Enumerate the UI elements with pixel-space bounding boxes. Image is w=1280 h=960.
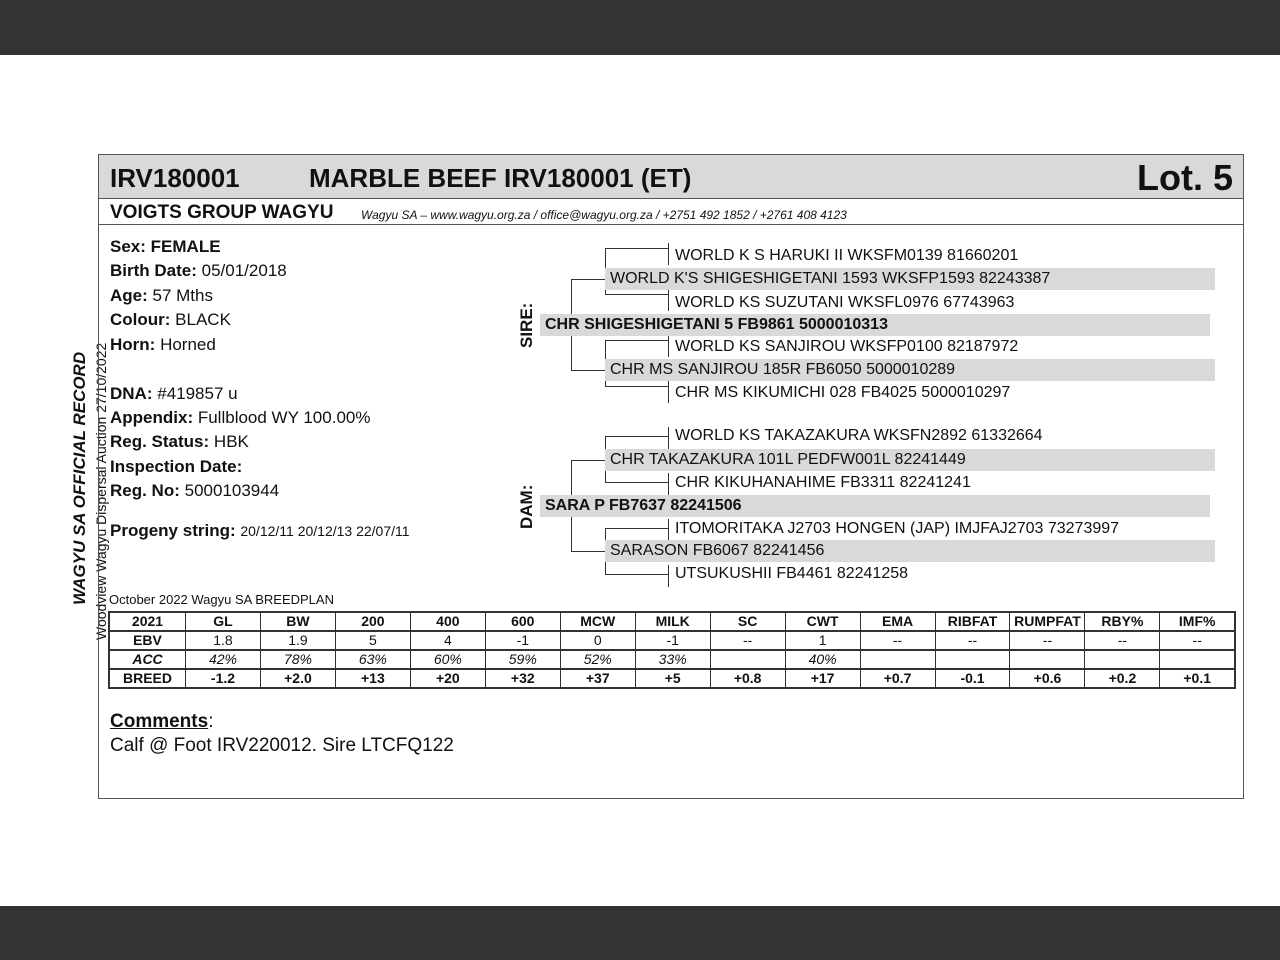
table-cell: EBV <box>109 631 186 650</box>
breeder-name: VOIGTS GROUP WAGYU <box>110 202 334 223</box>
table-cell: 59% <box>485 650 560 669</box>
appendix-value: Fullblood WY 100.00% <box>197 408 371 427</box>
table-cell <box>1010 650 1085 669</box>
dam-label: DAM: <box>517 484 536 529</box>
table-cell: +0.1 <box>1160 669 1235 688</box>
age-value: 57 Mths <box>152 286 213 305</box>
dna-row: DNA: #419857 u <box>110 384 238 403</box>
table-cell: 33% <box>635 650 710 669</box>
sex-row: Sex: FEMALE <box>110 237 221 256</box>
table-cell: -1.2 <box>186 669 261 688</box>
table-cell: EMA <box>860 612 935 631</box>
table-row <box>109 650 1235 669</box>
inspection-date-row: Inspection Date: <box>110 457 243 476</box>
table-cell: BREED <box>109 669 186 688</box>
table-cell: 400 <box>410 612 485 631</box>
connector <box>668 473 669 495</box>
table-cell: -- <box>1010 631 1085 650</box>
table-cell: RUMPFAT <box>1010 612 1085 631</box>
table-cell: -- <box>935 631 1010 650</box>
age-row: Age: 57 Mths <box>110 286 213 305</box>
table-cell: 40% <box>785 650 860 669</box>
table-cell: IMF% <box>1160 612 1235 631</box>
connector <box>668 243 669 265</box>
pedigree-dam-sire-sire: WORLD KS TAKAZAKURA WKSFN2892 61332664 <box>675 427 1043 444</box>
table-cell: +13 <box>335 669 410 688</box>
connector <box>605 340 669 341</box>
table-cell: BW <box>260 612 335 631</box>
breedplan-caption: October 2022 Wagyu SA BREEDPLAN <box>109 592 334 607</box>
table-cell: +17 <box>785 669 860 688</box>
comments-section: Comments: Calf @ Foot IRV220012. Sire LTCFQ122 <box>110 711 454 756</box>
table-cell: GL <box>186 612 261 631</box>
connector <box>605 482 669 483</box>
birth-date-row: Birth Date: 05/01/2018 <box>110 261 287 280</box>
table-cell: -1 <box>635 631 710 650</box>
top-bar <box>0 0 1280 55</box>
table-cell: 4 <box>410 631 485 650</box>
table-cell: 0 <box>560 631 635 650</box>
table-cell: 42% <box>186 650 261 669</box>
bottom-bar <box>0 906 1280 960</box>
pedigree-dam-sire: CHR TAKAZAKURA 101L PEDFW001L 82241449 <box>605 449 1215 471</box>
card-subheader <box>99 199 1243 225</box>
table-cell: 2021 <box>109 612 186 631</box>
connector <box>605 574 669 575</box>
pedigree-sire-sire: WORLD K'S SHIGESHIGETANI 1593 WKSFP1593 82243387 <box>605 268 1215 290</box>
table-cell: +0.7 <box>860 669 935 688</box>
card-header <box>99 155 1243 199</box>
connector <box>571 551 605 552</box>
table-cell: -- <box>1160 631 1235 650</box>
connector <box>668 381 669 403</box>
pedigree-dam-sire-dam: CHR KIKUHANAHIME FB3311 82241241 <box>675 474 971 491</box>
reg-no-row: Reg. No: 5000103944 <box>110 481 280 500</box>
table-cell: 1 <box>785 631 860 650</box>
table-cell <box>710 650 785 669</box>
table-cell: ACC <box>109 650 186 669</box>
table-row <box>109 631 1235 650</box>
connector <box>668 565 669 587</box>
colour-value: BLACK <box>175 310 231 329</box>
animal-name: MARBLE BEEF IRV180001 (ET) <box>309 163 692 193</box>
connector <box>668 427 669 449</box>
pedigree-sire-sire-sire: WORLD K S HARUKI II WKSFM0139 81660201 <box>675 247 1019 264</box>
pedigree-sire-sire-dam: WORLD KS SUZUTANI WKSFL0976 67743963 <box>675 294 1015 311</box>
table-cell: -- <box>860 631 935 650</box>
table-cell: +0.8 <box>710 669 785 688</box>
table-cell: -0.1 <box>935 669 1010 688</box>
table-cell: 63% <box>335 650 410 669</box>
connector <box>571 460 605 461</box>
table-cell <box>1160 650 1235 669</box>
reg-no-value: 5000103944 <box>184 481 280 500</box>
appendix-row: Appendix: Fullblood WY 100.00% <box>110 408 371 427</box>
connector <box>571 279 605 280</box>
lot-card <box>98 154 1244 799</box>
connector <box>605 386 669 387</box>
table-cell: -- <box>1085 631 1160 650</box>
pedigree-dam-dam: SARASON FB6067 82241456 <box>605 540 1215 562</box>
table-cell: 600 <box>485 612 560 631</box>
horn-value: Horned <box>160 335 216 354</box>
connector <box>571 370 605 371</box>
birth-date-value: 05/01/2018 <box>201 261 287 280</box>
connector <box>605 248 669 249</box>
connector <box>605 528 669 529</box>
table-cell: -- <box>710 631 785 650</box>
table-cell: MILK <box>635 612 710 631</box>
connector <box>668 289 669 311</box>
progeny-value: 20/12/11 20/12/13 22/07/11 <box>240 523 410 539</box>
connector <box>668 335 669 357</box>
sire-label: SIRE: <box>517 302 536 348</box>
table-cell: RBY% <box>1085 612 1160 631</box>
official-record-label: WAGYU SA OFFICIAL RECORD <box>70 351 89 605</box>
table-cell: +37 <box>560 669 635 688</box>
connector <box>668 519 669 541</box>
pedigree-dam: SARA P FB7637 82241506 <box>540 495 1210 517</box>
sex-value: FEMALE <box>150 237 221 256</box>
table-row <box>109 612 1235 631</box>
table-cell: +32 <box>485 669 560 688</box>
table-cell: MCW <box>560 612 635 631</box>
table-cell: +20 <box>410 669 485 688</box>
connector <box>605 436 669 437</box>
progeny-row: Progeny string: 20/12/11 20/12/13 22/07/11 <box>110 521 410 540</box>
contact-info: Wagyu SA – www.wagyu.org.za / office@wagyu.org.za / +2751 492 1852 / +2761 408 4123 <box>361 208 847 222</box>
reg-id: IRV180001 <box>110 163 240 193</box>
table-cell: SC <box>710 612 785 631</box>
table-cell <box>1085 650 1160 669</box>
horn-row: Horn: Horned <box>110 335 216 354</box>
table-cell: -1 <box>485 631 560 650</box>
table-cell <box>860 650 935 669</box>
table-cell: 52% <box>560 650 635 669</box>
pedigree-sire-dam-sire: WORLD KS SANJIROU WKSFP0100 82187972 <box>675 338 1019 355</box>
dna-value: #419857 u <box>157 384 238 403</box>
table-cell: 78% <box>260 650 335 669</box>
lot-number: Lot. 5 <box>1137 157 1233 198</box>
reg-status-row: Reg. Status: HBK <box>110 432 249 451</box>
comments-title: Comments <box>110 711 209 732</box>
pedigree-dam-dam-sire: ITOMORITAKA J2703 HONGEN (JAP) IMJFAJ2703 73273997 <box>675 520 1120 537</box>
table-cell: 5 <box>335 631 410 650</box>
pedigree-sire-dam-dam: CHR MS KIKUMICHI 028 FB4025 5000010297 <box>675 384 1011 401</box>
reg-status-value: HBK <box>213 432 249 451</box>
table-cell: 200 <box>335 612 410 631</box>
connector <box>605 294 669 295</box>
table-cell: +0.2 <box>1085 669 1160 688</box>
table-row <box>109 669 1235 688</box>
comments-text: Calf @ Foot IRV220012. Sire LTCFQ122 <box>110 735 454 756</box>
table-cell: +2.0 <box>260 669 335 688</box>
table-cell: 60% <box>410 650 485 669</box>
pedigree-sire-dam: CHR MS SANJIROU 185R FB6050 5000010289 <box>605 359 1215 381</box>
table-cell: +5 <box>635 669 710 688</box>
table-cell: 1.8 <box>186 631 261 650</box>
table-cell <box>935 650 1010 669</box>
pedigree-sire: CHR SHIGESHIGETANI 5 FB9861 5000010313 <box>540 314 1210 336</box>
pedigree-dam-dam-dam: UTSUKUSHII FB4461 82241258 <box>675 565 909 582</box>
table-cell: +0.6 <box>1010 669 1085 688</box>
table-cell: 1.9 <box>260 631 335 650</box>
table-cell: CWT <box>785 612 860 631</box>
auction-label: Woodview Wagyu Dispersal Auction 27/10/2022 <box>93 342 109 640</box>
table-cell: RIBFAT <box>935 612 1010 631</box>
breedplan-table <box>108 611 1236 689</box>
colour-row: Colour: BLACK <box>110 310 231 329</box>
